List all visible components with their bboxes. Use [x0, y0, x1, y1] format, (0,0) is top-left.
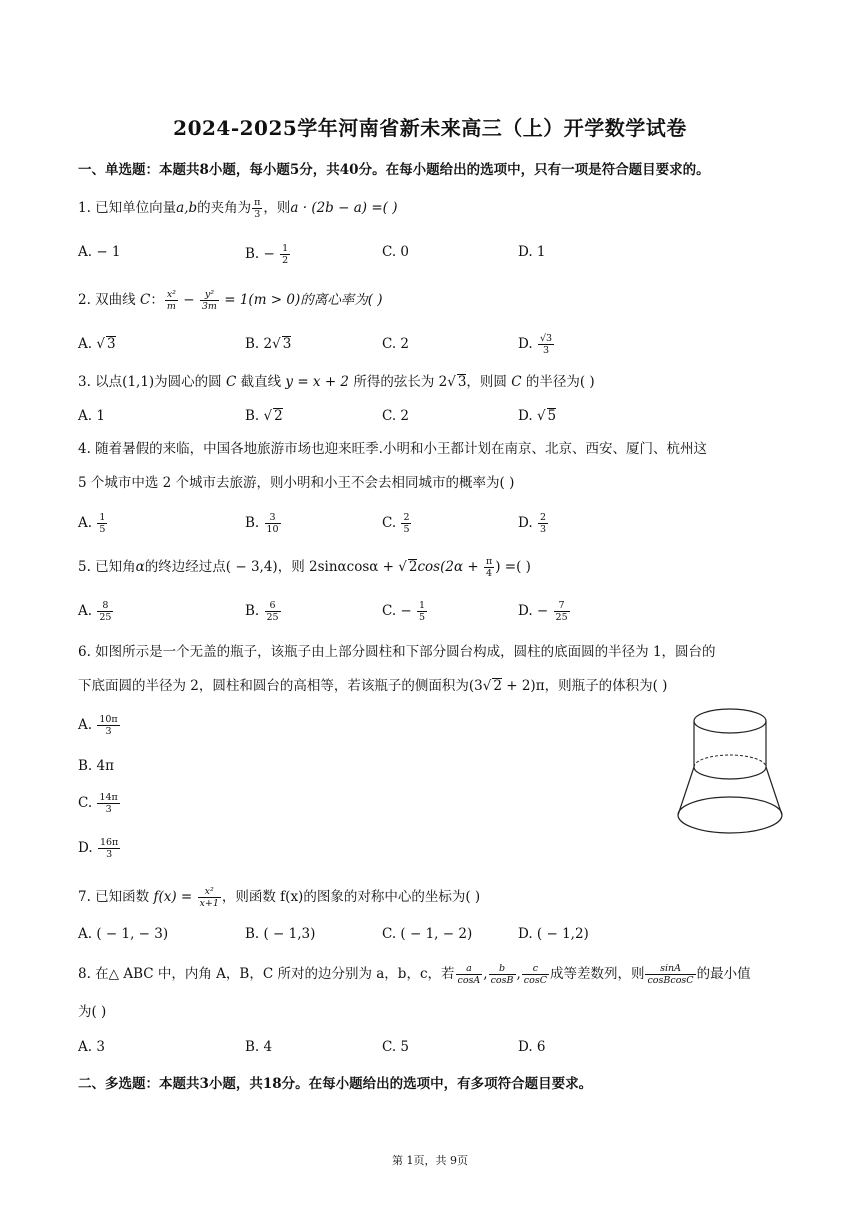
section-multiple-choice-heading: 二、多选题：本题共3小题，共18分。在每小题给出的选项中，有多项符合题目要求。 [78, 1076, 593, 1092]
q4-option-b: B. $\frac{3}{10}$ [245, 512, 279, 535]
q6-option-c: C. $\frac{14\pi}{3}$ [78, 792, 118, 815]
q8-text: 8. 在△ ABC 中，内角 A，B，C 所对的边分别为 a，b，c，若 [78, 966, 455, 982]
question-4-line-2: 5 个城市中选 2 个城市去旅游，则小明和小王不会去相同城市的概率为( ) [78, 475, 515, 491]
q1-option-b: B. − $\frac{1}{2}$ [245, 243, 289, 266]
q2-text: 2. 双曲线 [78, 292, 140, 308]
q2-option-c: C. 2 [382, 336, 410, 352]
q5-cos: cos(2α + [417, 559, 483, 575]
q6-option-d: D. $\frac{16\pi}{3}$ [78, 837, 119, 860]
frustum-bottom-ellipse [678, 797, 782, 833]
q3-option-d: D. √ 5 [518, 408, 557, 424]
q5-option-c: C. − $\frac{1}{5}$ [382, 600, 426, 623]
q5-text-tail: ) =( ) [495, 559, 531, 575]
q2-fraction-2: $\frac{\text{y²}}{3m}$ [201, 289, 217, 312]
q7-option-b: B. ( − 1,3) [245, 926, 316, 942]
q5-text-mid: 的终边经过点( − 3,4)，则 2sinαcosα + [144, 559, 399, 575]
q1-text: 1. 已知单位向量 [78, 200, 177, 216]
q8-option-c: C. 5 [382, 1039, 410, 1055]
frustum-right-edge [766, 767, 782, 815]
q1-expression: a · (2b − a) =( ) [290, 200, 398, 216]
q3-text-d: ，则圆 [466, 374, 512, 390]
cylinder-bottom-front [694, 767, 766, 779]
q3-option-c: C. 2 [382, 408, 410, 424]
q8-option-a: A. 3 [78, 1039, 105, 1055]
q1-vectors: a,b [176, 200, 198, 216]
q3-option-b: B. √ 2 [245, 408, 283, 424]
q6-option-a: A. $\frac{10\pi}{3}$ [78, 714, 118, 737]
q1-text-mid: 的夹角为 [197, 200, 252, 216]
q5-text: 5. 已知角 [78, 559, 136, 575]
q8-option-d: D. 6 [518, 1039, 546, 1055]
q8-text-mid: 成等差数列，则 [549, 966, 645, 982]
q5-alpha: α [135, 559, 145, 575]
section-single-choice-heading: 一、单选题：本题共8小题，每小题5分，共40分。在每小题给出的选项中，只有一项是符合题目要求的。 [78, 162, 710, 178]
q2-text-tail: = 1(m > 0)的离心率为( ) [219, 292, 383, 308]
q5-option-b: B. $\frac{6}{25}$ [245, 600, 279, 623]
q7-text: 7. 已知函数 [78, 889, 154, 905]
question-1 [78, 197, 397, 220]
page-title: 2024-2025学年河南省新未来高三（上）开学数学试卷 [173, 116, 687, 140]
question-3: 3. 以点(1,1)为圆心的圆 C 截直线 y = x + 2 所得的弦长为 2√ 3，则圆 C 的半径为( ) [78, 374, 595, 390]
q7-option-c: C. ( − 1, − 2) [382, 926, 473, 942]
q3-line-equation: y = x + 2 [285, 374, 350, 390]
q3-text-b: 截直线 [236, 374, 286, 390]
q2-option-d: D. $\frac{√3}{3}$ [518, 333, 553, 356]
question-8-line-2: 为( ) [78, 1004, 107, 1020]
question-5: 5. 已知角α的终边经过点( − 3,4)，则 2sinαcosα + √ 2cos(2α + $\frac{\pi}{4}$ ) =( ) [78, 556, 531, 579]
q5-option-a: A. $\frac{8}{25}$ [78, 600, 112, 623]
q3-circle-2: C [511, 374, 522, 390]
q3-text-c: 所得的弦长为 2 [349, 374, 448, 390]
q1-option-c: C. 0 [382, 244, 410, 260]
q7-text-tail: ，则函数 f(x)的图象的对称中心的坐标为( ) [221, 889, 481, 905]
frustum-left-edge [678, 767, 694, 815]
page-footer: 第 1页，共 9页 [392, 1154, 468, 1167]
q7-option-a: A. ( − 1, − 3) [78, 926, 169, 942]
q3-option-a: A. 1 [78, 408, 105, 424]
question-4-line-1: 4. 随着暑假的来临，中国各地旅游市场也迎来旺季.小明和小王都计划在南京、北京、西安、厦门、杭州这 [78, 441, 707, 457]
q7-option-d: D. ( − 1,2) [518, 926, 589, 942]
q2-option-a: A. √ 3 [78, 336, 116, 352]
cylinder-top-ellipse [694, 709, 766, 733]
q3-sqrt: 3 [457, 374, 467, 390]
q6-option-b: B. 4π [78, 758, 114, 774]
q3-text: 3. 以点(1,1)为圆心的圆 [78, 374, 226, 390]
q1-fraction: $\frac{\pi}{3}$ [254, 197, 261, 220]
q4-option-d: D. $\frac{2}{3}$ [518, 512, 546, 535]
q2-colon: ： [150, 292, 164, 308]
question-6-line-2: 下底面圆的半径为 2，圆柱和圆台的高相等，若该瓶子的侧面积为(3√ 2 + 2)π，则瓶子的体积为( ) [78, 678, 668, 694]
q3-circle: C [225, 374, 237, 390]
q8-option-b: B. 4 [245, 1039, 273, 1055]
q3-text-e: 的半径为( ) [521, 374, 595, 390]
q1-option-a: A. − 1 [78, 244, 121, 260]
q4-option-c: C. $\frac{2}{5}$ [382, 512, 410, 535]
q1-text-tail: ，则 [263, 200, 291, 216]
question-6-line-1: 6. 如图所示是一个无盖的瓶子，该瓶子由上部分圆柱和下部分圆台构成，圆柱的底面圆的半径为 1，圆台的 [78, 644, 716, 660]
q7-function: f(x) = [153, 889, 197, 905]
question-8: 8. 在△ ABC 中，内角 A，B，C 所对的边分别为 a，b，c，若 $\frac{a}{\cos A}$ , $\frac{b}{\cos B}$ , $\frac{c}{\cos C}$ 成等差数列，则 $\frac{\sin A}{\text{cosBcosC}}$ 的最小值 [78, 963, 751, 986]
q8-text-tail: 的最小值 [696, 966, 751, 982]
bottle-figure [672, 705, 788, 845]
q2-minus: − [178, 292, 199, 308]
q4-option-a: A. $\frac{1}{5}$ [78, 512, 106, 535]
q2-fraction-1: $\frac{\text{x²}}{m}$ [166, 289, 176, 312]
cylinder-bottom-back [694, 755, 766, 767]
q5-option-d: D. − $\frac{7}{25}$ [518, 600, 568, 623]
q5-sqrt: 2 [408, 559, 418, 575]
question-2 [78, 289, 383, 312]
q7-fraction: $\frac{\text{x²}}{x+1}$ [199, 886, 219, 909]
q2-option-b: B. 2√ 3 [245, 336, 292, 352]
question-7 [78, 886, 480, 909]
q1-option-d: D. 1 [518, 244, 546, 260]
q2-curve: C [139, 292, 151, 308]
